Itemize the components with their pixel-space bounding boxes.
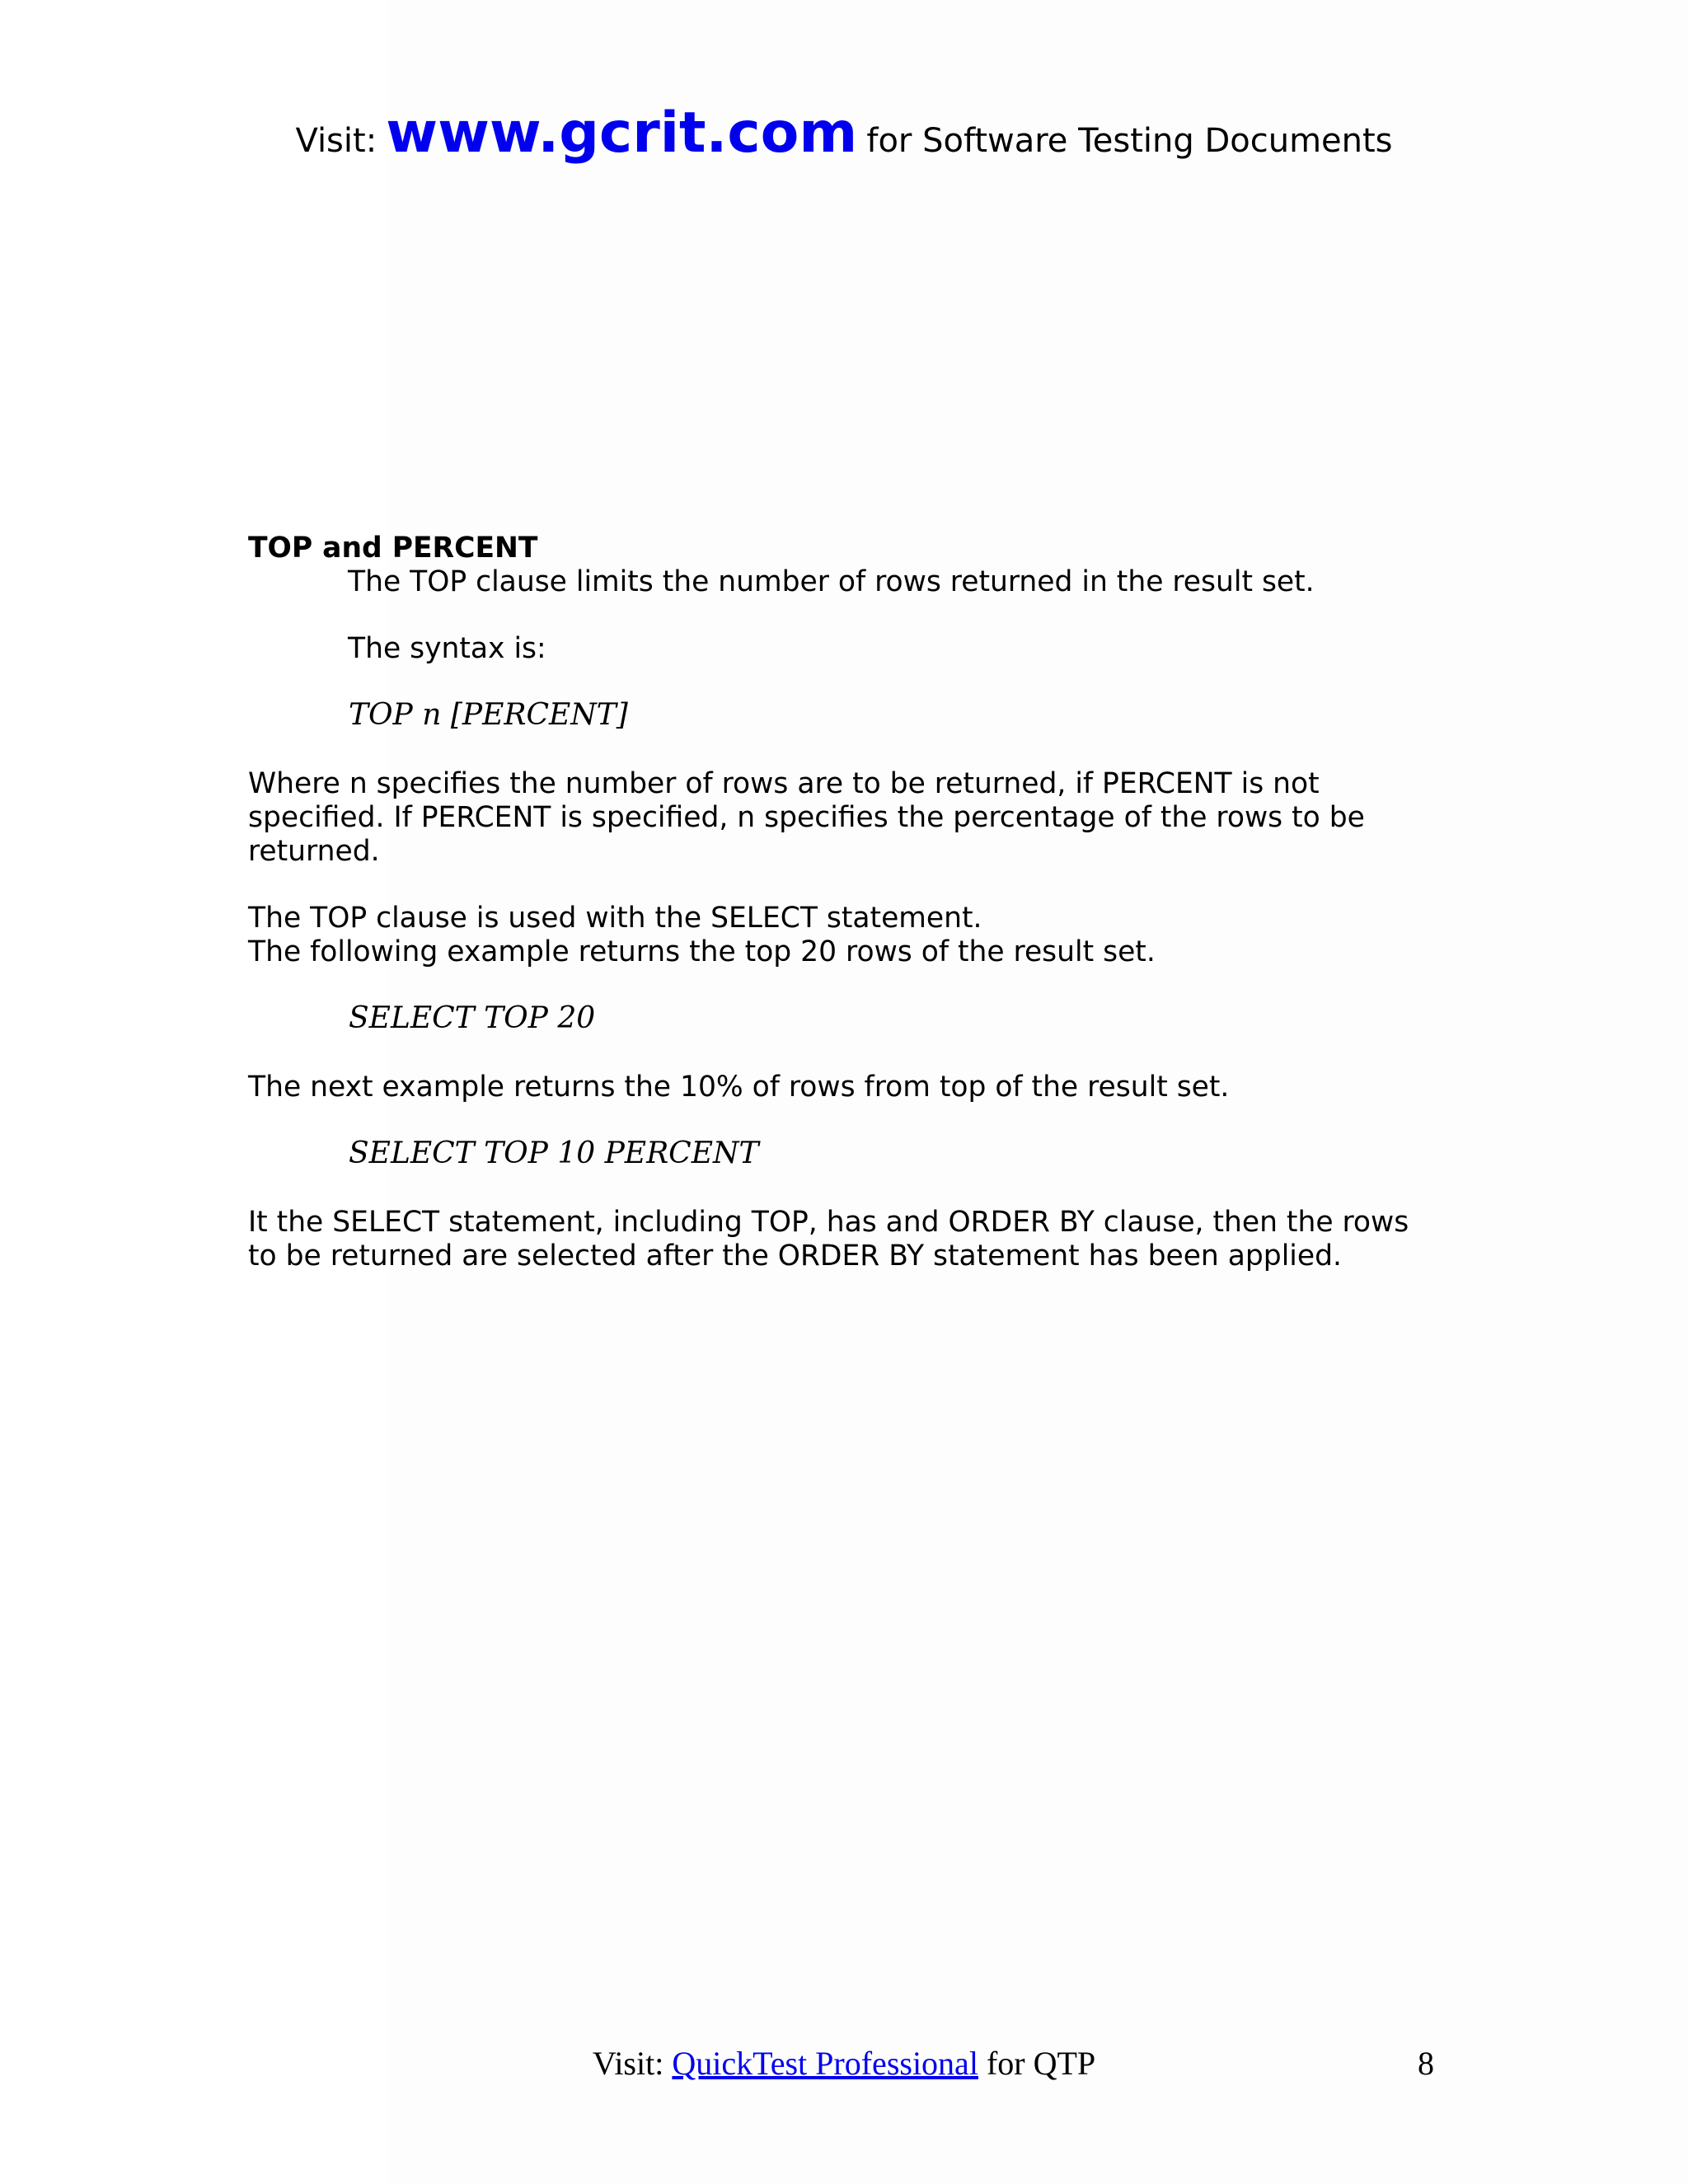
footer-visit-label: Visit: — [592, 2045, 664, 2082]
document-body — [248, 532, 1443, 1272]
where-text-line: specified. If PERCENT is specified, n specifies the percentage of the rows to be — [248, 800, 1365, 834]
usage-line: The following example returns the top 20 rows of the result set. — [248, 935, 1156, 968]
example2-code: SELECT TOP 10 PERCENT — [349, 1137, 759, 1171]
footer-suffix: for QTP — [986, 2045, 1096, 2082]
page-header — [0, 101, 1688, 166]
syntax-code: TOP n [PERCENT] — [349, 698, 628, 733]
section-heading: TOP and PERCENT — [248, 532, 538, 565]
header-site-link[interactable]: www.gcrit.com — [386, 101, 858, 166]
order-by-line: It the SELECT statement, including TOP, has and ORDER BY clause, then the rows — [248, 1205, 1409, 1239]
order-by-line: to be returned are selected after the ORDER BY statement has been applied. — [248, 1239, 1342, 1272]
usage-line: The TOP clause is used with the SELECT statement. — [248, 901, 982, 935]
page-footer — [0, 2047, 1688, 2080]
example1-code: SELECT TOP 20 — [349, 1001, 596, 1036]
page-number: 8 — [1418, 2045, 1434, 2082]
where-text-line: returned. — [248, 834, 380, 868]
syntax-label: The syntax is: — [348, 632, 546, 666]
header-visit-label: Visit: — [295, 122, 377, 160]
example2-intro: The next example returns the 10% of rows from top of the result set. — [248, 1070, 1230, 1104]
footer-qtp-link[interactable]: QuickTest Professional — [672, 2045, 978, 2082]
intro-text: The TOP clause limits the number of rows returned in the result set. — [348, 565, 1315, 598]
where-text-line: Where n specifies the number of rows are to be returned, if PERCENT is not — [248, 767, 1320, 801]
header-suffix: for Software Testing Documents — [866, 122, 1393, 160]
